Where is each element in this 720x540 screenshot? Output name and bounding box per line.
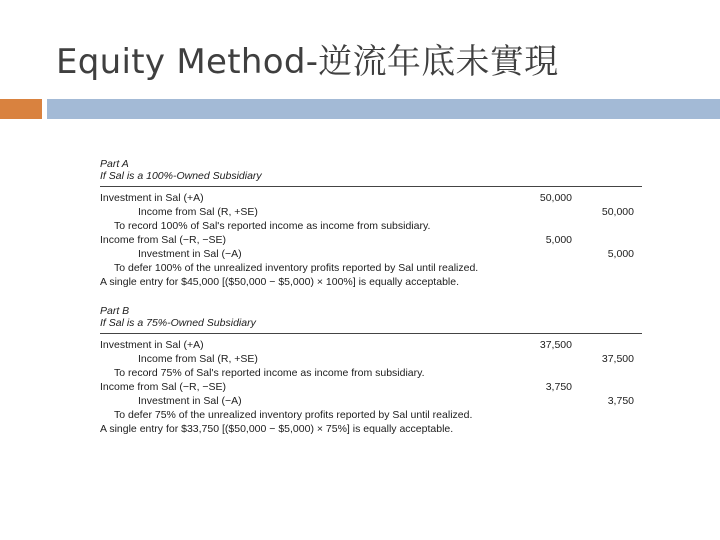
credit-amount: 3,750 [607,395,634,407]
entry-description: Income from Sal (−R, −SE) [100,234,227,246]
section-gap [100,289,642,305]
part-b-heading: Part B [100,305,130,317]
journal-row [100,191,642,205]
part-a-subheading: If Sal is a 100%-Owned Subsidiary [100,170,262,182]
debit-amount: 3,750 [545,381,572,393]
entry-description: Income from Sal (R, +SE) [138,353,258,365]
part-b-subheading: If Sal is a 75%-Owned Subsidiary [100,317,256,329]
debit-amount: 37,500 [539,339,572,351]
credit-amount: 50,000 [601,206,634,218]
entry-description: A single entry for $45,000 [($50,000 − $5,000) × 100%] is equally acceptable. [100,276,459,288]
journal-row [100,352,642,366]
entry-description: Income from Sal (R, +SE) [138,206,258,218]
part-a-section [100,158,642,289]
part-a-heading: Part A [100,158,129,170]
debit-amount: 5,000 [545,234,572,246]
credit-amount: 37,500 [601,353,634,365]
journal-row [100,233,642,247]
part-a-entries [100,191,642,289]
entry-description: Investment in Sal (−A) [138,395,242,407]
slide-title: Equity Method-逆流年底未實現 [56,42,559,82]
journal-row [100,366,642,380]
journal-row [100,247,642,261]
part-b-entries [100,338,642,436]
title-divider-bar [47,99,720,119]
credit-amount: 5,000 [607,248,634,260]
journal-row [100,408,642,422]
journal-row [100,338,642,352]
journal-row [100,275,642,289]
part-a-rule [100,186,642,187]
journal-row [100,261,642,275]
entry-description: To record 100% of Sal's reported income as income from subsidiary. [114,220,431,232]
debit-amount: 50,000 [539,192,572,204]
journal-row [100,219,642,233]
journal-row [100,380,642,394]
entry-description: Investment in Sal (+A) [100,339,204,351]
journal-entries-document [100,158,642,436]
part-b-rule [100,333,642,334]
entry-description: Investment in Sal (+A) [100,192,204,204]
entry-description: Investment in Sal (−A) [138,248,242,260]
entry-description: To defer 100% of the unrealized inventory profits reported by Sal until realized. [114,262,479,274]
entry-description: A single entry for $33,750 [($50,000 − $5,000) × 75%] is equally acceptable. [100,423,454,435]
entry-description: To record 75% of Sal's reported income as income from subsidiary. [114,367,425,379]
journal-row [100,205,642,219]
journal-row [100,394,642,408]
entry-description: To defer 75% of the unrealized inventory profits reported by Sal until realized. [114,409,473,421]
part-b-section [100,305,642,436]
journal-row [100,422,642,436]
title-accent-bar [0,99,42,119]
entry-description: Income from Sal (−R, −SE) [100,381,227,393]
